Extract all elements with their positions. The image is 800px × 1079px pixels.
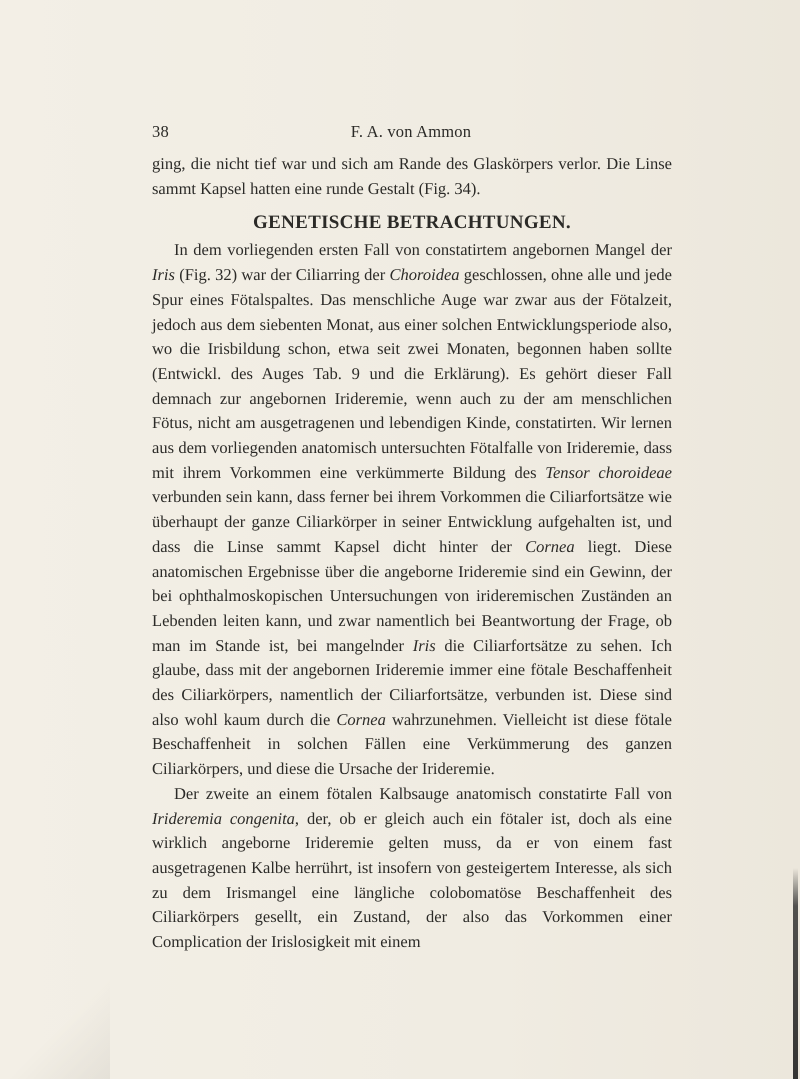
text-run: die Ciliarfortsätze zu sehen. Ich glaube, dass mit der angebornen Irideremie immer eine fötale Beschaffenheit des Ciliarkörpers, namentlich der Ciliarfortsätze, verbunden ist. Diese sind also wohl kaum durch die xyxy=(152,635,672,729)
paragraph-first-case xyxy=(152,238,672,781)
text-run: wahrzunehmen. Vielleicht ist diese fötale Beschaffenheit in solchen Fällen eine Verkümmerung des ganzen Ciliarkörpers, und diese die Ursache der Irideremie. xyxy=(152,709,673,779)
running-head: F. A. von Ammon xyxy=(350,122,472,141)
page-edge-shadow xyxy=(793,868,798,1079)
italic-term: Tensor choroideae xyxy=(545,462,672,482)
text-run: geschlossen, ohne alle und jede Spur eines Fötalspaltes. Das menschliche Auge war zwar aus der Fötalzeit, jedoch aus dem siebenten Monat, aus einer solchen Entwicklungsperiode also, wo die Irisbildung schon, etwa seit zwei Monaten, begonnen haben sollte (Entwickl. des Auges Tab. 9 und die Erklärung). Es gehört dieser Fall demnach zur angebornen Irideremie, wenn auch zu der am menschlichen Fötus, nicht am ausgetragenen und lebendigen Kinde, constatirten. Wir lernen aus dem vorliegenden anatomisch untersuchten Fötalfalle von Irideremie, dass mit ihrem Vorkommen eine verkümmerte Bildung des xyxy=(152,265,672,482)
text-run: , der, ob er gleich auch ein fötaler ist, doch als eine wirklich angeborne Irideremie gelten muss, da er von einem fast ausgetragenen Kalbe herrührt, ist insofern von gesteigertem Interesse, als sich zu dem Irismangel eine längliche colobomatöse Beschaffenheit des Ciliarkörpers gesellt, ein Zustand, der also das Vorkommen einer Complication der Irislosigkeit mit einem xyxy=(152,808,672,952)
italic-term: Cornea xyxy=(336,709,386,729)
text-run: ging, die nicht tief war und sich am Rande des Glaskörpers verlor. Die Linse sammt Kapsel hatten eine runde Gestalt (Fig. 34). xyxy=(152,154,672,198)
paragraph-second-case xyxy=(152,782,672,955)
italic-term: Iris xyxy=(152,265,175,285)
page-header xyxy=(152,122,670,148)
text-run: (Fig. 32) war der Ciliarring der xyxy=(174,265,390,285)
page-corner-shading xyxy=(0,959,110,1079)
italic-term: Cornea xyxy=(525,536,575,556)
section-heading: GENETISCHE BETRACHTUNGEN. xyxy=(253,212,571,234)
text-run: In dem vorliegenden ersten Fall von constatirtem angebornen Mangel der xyxy=(174,240,672,260)
text-run: verbunden sein kann, dass ferner bei ihrem Vorkommen die Ciliarfortsätze wie überhaupt der ganze Ciliarkörper in seiner Entwicklung aufgehalten ist, und dass die Linse sammt Kapsel dicht hinter der xyxy=(152,487,672,556)
italic-term: Irideremia congenita xyxy=(152,808,295,828)
text-run: liegt. Diese anatomischen Ergebnisse über die angeborne Irideremie sind ein Gewinn, der bei ophthalmoskopischen Untersuchungen von irideremischen Zuständen an Lebenden leiten kann, und zwar namentlich bei Beantwortung der Frage, ob man im Stande ist, bei mangelnder xyxy=(152,536,672,655)
paragraph-continued xyxy=(152,152,672,201)
page-number: 38 xyxy=(152,122,169,141)
body-text xyxy=(152,152,672,955)
italic-term: Choroidea xyxy=(389,265,460,285)
italic-term: Iris xyxy=(412,635,436,655)
text-run: Der zweite an einem fötalen Kalbsauge anatomisch constatirte Fall von xyxy=(174,783,672,803)
